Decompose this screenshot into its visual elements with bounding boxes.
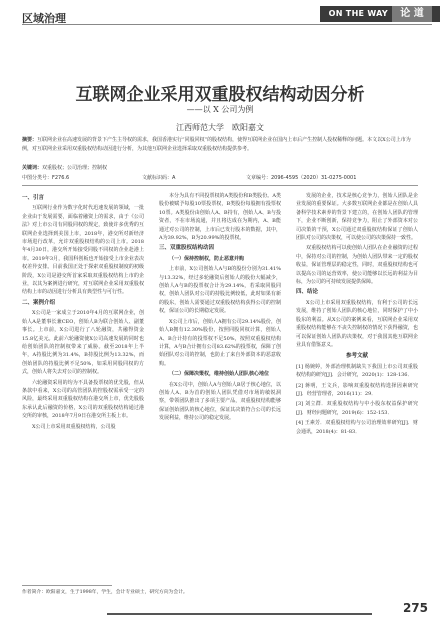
header-section: 区域治理 — [22, 12, 66, 25]
subsection-heading: （一）保持控制权，防止恶意并购 — [169, 255, 245, 262]
reference-item: [3] 刘立群．双重股权结构与中小股东权益保护研究[J]．财经问题研究，2019(6)：152-153． — [296, 401, 418, 416]
paragraph: 双重股权结构可以使创始人团队在企业融资的过程中，保持对公司的控制，为创始人团队带来一定的股权收益，保证管理层的稳定性，同时，双重股权结构也可以提高公司的运营效率，使公司能够以长远的利益为目标，为公司的可持续发展提供保障。 — [296, 245, 418, 286]
clc-code: 中图分类号：F276.6 — [22, 175, 70, 181]
column-1 — [22, 192, 144, 433]
section-heading: 一、引言 — [22, 195, 45, 201]
footnote-rule — [22, 585, 112, 586]
paragraph: 在X公司中，创始人A与创始人B居于核心地位，以创始人A、B为首的创始人团队凭借对市场的敏锐洞察，带领团队推出了多项主要产品，双重股权结构能够保证创始团队的核心地位，保证其决策符合公司的长远发展利益，维持公司的稳定发展。 — [159, 381, 281, 422]
paragraph: 互联网行业作为数字化时代迅速发展的领域，一批企业由于发展需要，面临着融资上的需求，由于《公司法》对上市公司有同股同权的规定，致使许多优秀的互联网企业选择到美国上市，2018年，港交所对新经济市场进行改革，允许双重股权结构的公司上市。2018年4月30日，港交所开始接受同股不同权的企业赴港上市。2019年3月，我国科创板也开始接受上市企业表决权差异安排。目前我国正处于探索双重股权制度的初级阶段，X公司是港交所首家采取双重股权结构上市的企业，以其为案例进行研究，对互联网企业采用双重股权结构上市的动因进行分析具有典型性与可行性。 — [22, 205, 144, 296]
page-number: 275 — [402, 601, 428, 615]
paragraph: 发展的企业，技术是核心竞争力，创始人团队是企业发展的重要保证。大多数互联网企业都是在创始人具备科学技术素养的背景下建立的，在创始人团队的管理下，企业不断创新，保持竞争力，阻止了外部资本对公司决策的干预，X公司通过双重股权结构保证了创始人团队对公司的决策权，可以使公司的决策保持一致性。 — [296, 193, 418, 242]
section-heading: 四、结论 — [296, 289, 319, 296]
abstract — [22, 136, 418, 153]
doc-code: 文献标识码：A — [142, 175, 176, 181]
paragraph: 本分为具有不同投票权的A类股份和B类股份。A类股份被赋予每股10票投票权，B类股份每股拥有投票权10票。A类股份由创始人A、B持有，创始人A、B与投资者，不在市场流通，并且将达成在为期内，A、B能通过对公司的控制，上市后已发行股本的数据，其中，A为39.92%，B为20.99%的投票权。 — [159, 193, 281, 242]
paragraph: 上市前，X公司创始人A与B的股份分别为31.41%与13.32%，经过多轮融资后创始人的股份大幅减少，创始人A与B的投票权合计为29.14%，若采取同股同权，创始人团队对公司的持股比例较低，此时如果有新的股东，创始人需要通过双重股权结构获得公司的控制权，保证公司的长期稳定发展。 — [159, 266, 281, 315]
footnote: 作者简介：欧阳嘉文，生于1998年，学生，会计专业硕士，研究方向为会计。 — [22, 590, 188, 595]
page-bar — [107, 613, 372, 615]
article-author: 江西师范大学 欧阳嘉文 — [176, 123, 264, 132]
section-heading: 三、双重股权结构动因 — [159, 245, 215, 252]
issn-code: 文章编号：2096-4595（2020）31-0275-0001 — [246, 175, 357, 181]
section-heading: 二、案例介绍 — [22, 299, 56, 306]
reference-item: [1] 杨婉婷，外部治理机制缺失下我国上市公司双重股权结构的研究[J]．会计研究，2020(1)：128-136． — [296, 363, 418, 379]
reference-item: [4] 王素芳．双重股权结构与公司治理效率研究[J]．财会通讯，2018(4)：81-83． — [296, 420, 418, 435]
paragraph: X公司上市采用双重股权结构，有利于公司的长远发展，维持了创始人团队的核心地位，同时保护了中小股东的利益。从X公司的案例来看，互联网企业采用双重股权结构能够在不丧失控制权的情况下获得融资，也可以保证创始人团队的决策权，对于我国其他互联网企业具有借鉴意义。 — [296, 299, 418, 348]
column-2 — [159, 192, 281, 425]
paragraph: X公司上市采用双重股权结构，公司股 — [32, 423, 116, 430]
article-subtitle: ——以 X 公司为例 — [186, 105, 254, 114]
paragraph: X公司是一家成立于2010年4月的互联网企业，创始人A是董事长兼CEO，创始人B为联合创始人、副董事长。上市前，X公司进行了八轮融资，共融得资金15.8亿美元。此前六轮融资使X公司高速发展的同时也给创始团队的控制权带来了威胁。截至2018年上半年，A持股比例为31.4%，B持股比例为13.32%，而创始团队的持股比例不足50%，如采用同股同权的方式，创始人将失去对公司的控制权。 — [22, 310, 144, 376]
article-title: 互联网企业采用双重股权结构动因分析 — [75, 85, 365, 105]
header-cn-label: 论 道 — [392, 6, 432, 22]
keywords-text: 双重股权；公司治理；控制权 — [42, 165, 108, 171]
column-3 — [296, 192, 418, 438]
abstract-label: 摘要： — [22, 137, 38, 143]
paragraph: X公司上市后，创始人A拥有公司29.14%股份，创始人B拥有12.30%股份，按照同股同权计算，创始人A、B合计持有的投票权不足50%，按照双重股权结构计算，A与B合计拥有公司83.62%的投票权，保障了创始团队对公司的控制，也防止了来自外部资本的恶意收购。 — [159, 318, 281, 367]
header-rule — [22, 24, 432, 25]
subsection-heading: （二）保障决策权，维持创始人团队核心地位 — [169, 371, 270, 378]
meta-rule — [22, 185, 418, 186]
abstract-text: 互联网企业在高速发展的背景下产生主导权的需求，我国香港实行“同股同权”的股权结构，使得互联网企业在国内上市后产生控制人投权稀释的问题。本文以X公司上市为例，对互联网企业采用双重股权结构动因进行分析，为其他互联网企业选择采取双重股权结构提供参考。 — [22, 137, 411, 152]
references-heading: 参考文献 — [345, 353, 368, 360]
paragraph: 六轮融资采用的均为不具备投票权的优先股，但从条款中看来，X公司的高管团队的控股权需承受一定的风险，最终采用双重股权结构在港交所上市，优先股股东承认此后融资的价格，X公司的双重股权结构通过港交所的审核，2018年7月9日在港交所主板上市。 — [22, 379, 144, 420]
keywords-label: 关键词： — [22, 165, 43, 171]
header-en-label: ON THE WAY — [328, 9, 388, 18]
reference-item: [2] 蒋明，王文兵，影响双重股权结构选择因素研究[J]．经营管理者，2016(11)：29． — [296, 382, 418, 397]
